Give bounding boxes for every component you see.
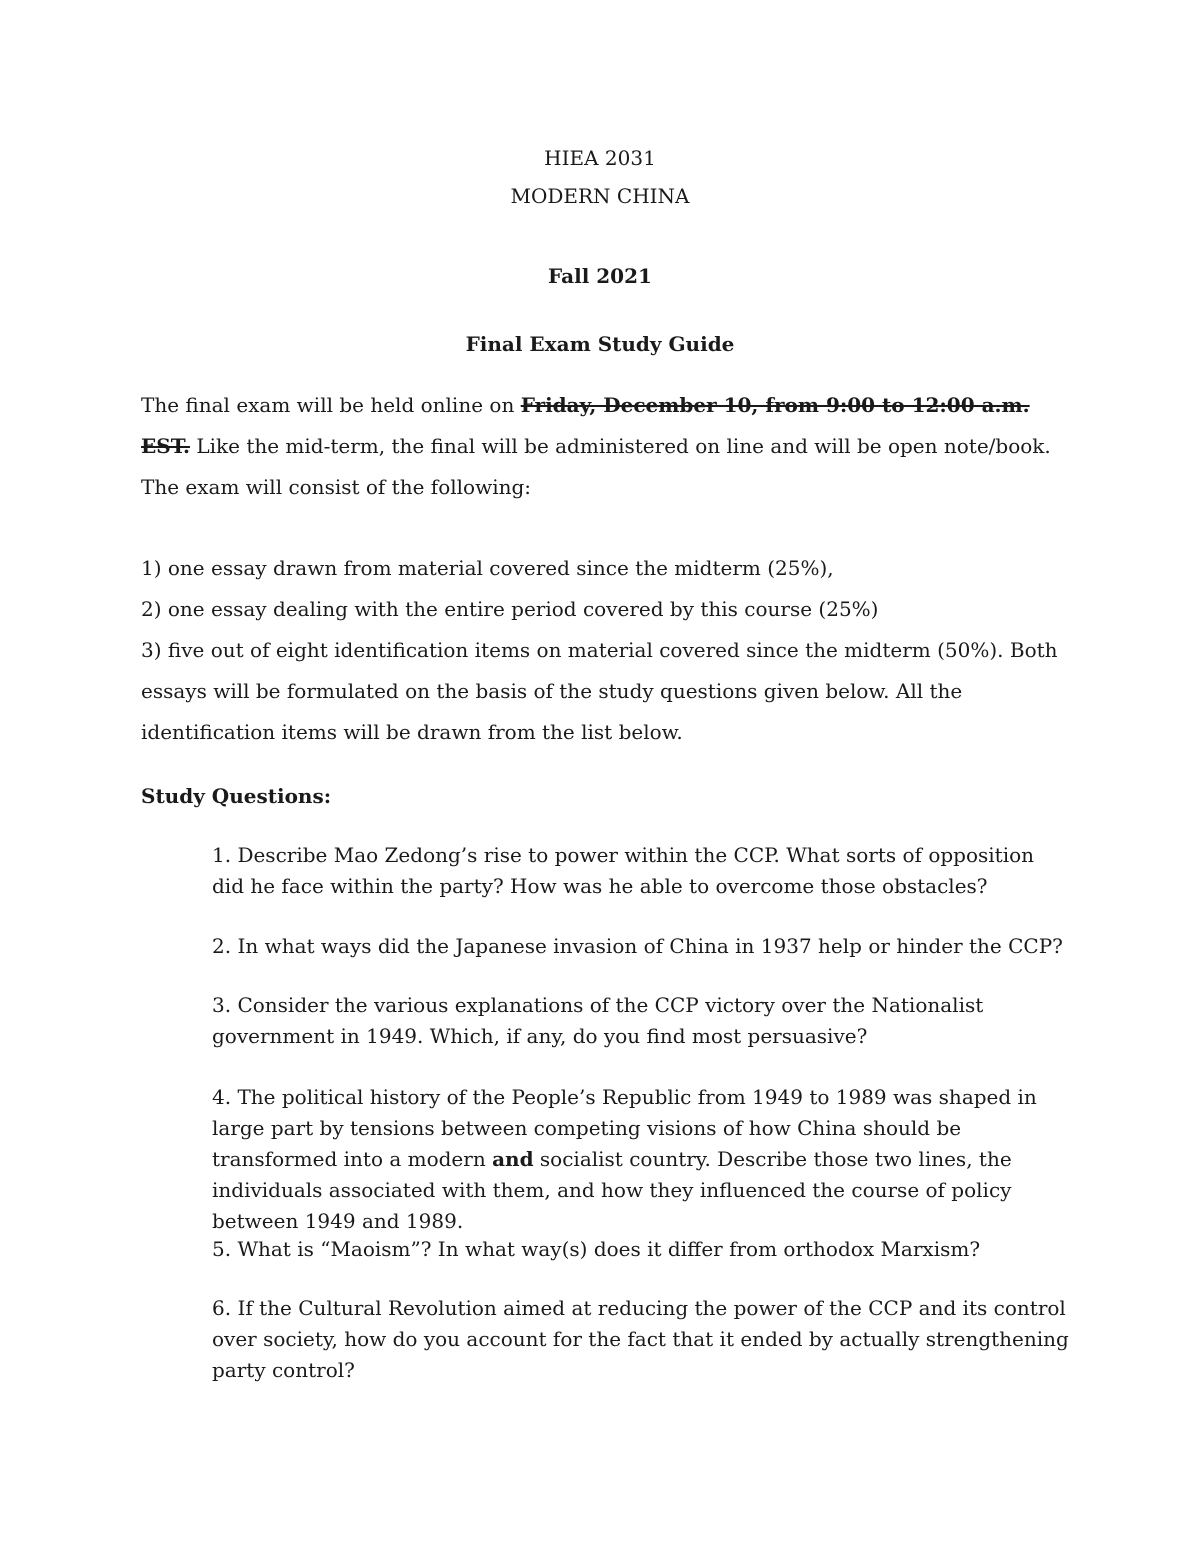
term-label: Fall 2021 <box>548 264 652 288</box>
document-title: Final Exam Study Guide <box>465 332 735 356</box>
study-question-3: 3. Consider the various explanations of the CCP victory over the Nationalist government in 1949. Which, if any, do you find most persuasive? <box>212 993 984 1048</box>
exam-component-item: 1) one essay drawn from material covered since the midterm (25%), <box>141 556 834 580</box>
intro-text-start: The final exam will be held online on <box>141 393 521 417</box>
exam-component-item: 2) one essay dealing with the entire period covered by this course (25%) <box>141 597 879 621</box>
question-4-bold-word: and <box>492 1147 534 1171</box>
intro-text-end: Like the mid-term, the final will be administered on line and will be open note/book. The exam will consist of the following: <box>141 434 1051 499</box>
study-questions-heading: Study Questions: <box>141 784 332 808</box>
question-4-text-end: socialist country. Describe those two lines, the individuals associated with them, and how they influenced the course of policy between 1949 and 1989. <box>212 1147 1012 1233</box>
course-code: HIEA 2031 <box>544 146 656 170</box>
struck-exam-date: Friday, December 10, from 9:00 to 12:00 a.m. EST. <box>141 393 1030 458</box>
question-4-text-start: 4. The political history of the People’s Republic from 1949 to 1989 was shaped in large part by tensions between competing visions of how China should be transformed into a modern <box>212 1085 1037 1171</box>
intro-paragraph <box>141 385 1061 508</box>
study-question-4 <box>212 1082 1072 1237</box>
exam-components-list <box>141 548 1071 753</box>
study-question-6: 6. If the Cultural Revolution aimed at reducing the power of the CCP and its control over society, how do you account for the fact that it ended by actually strengthening party control? <box>212 1296 1069 1382</box>
course-name: MODERN CHINA <box>510 184 690 208</box>
study-question-2: 2. In what ways did the Japanese invasion of China in 1937 help or hinder the CCP? <box>212 934 1063 958</box>
study-question-5: 5. What is “Maoism”? In what way(s) does it differ from orthodox Marxism? <box>212 1237 981 1261</box>
exam-component-item: 3) five out of eight identification items on material covered since the midterm (50%). Both essays will be formulated on the basis of the study questions given below. All the identification items will be drawn from the list below. <box>141 638 1058 744</box>
study-question-1: 1. Describe Mao Zedong’s rise to power within the CCP. What sorts of opposition did he face within the party? How was he able to overcome those obstacles? <box>212 843 1035 898</box>
